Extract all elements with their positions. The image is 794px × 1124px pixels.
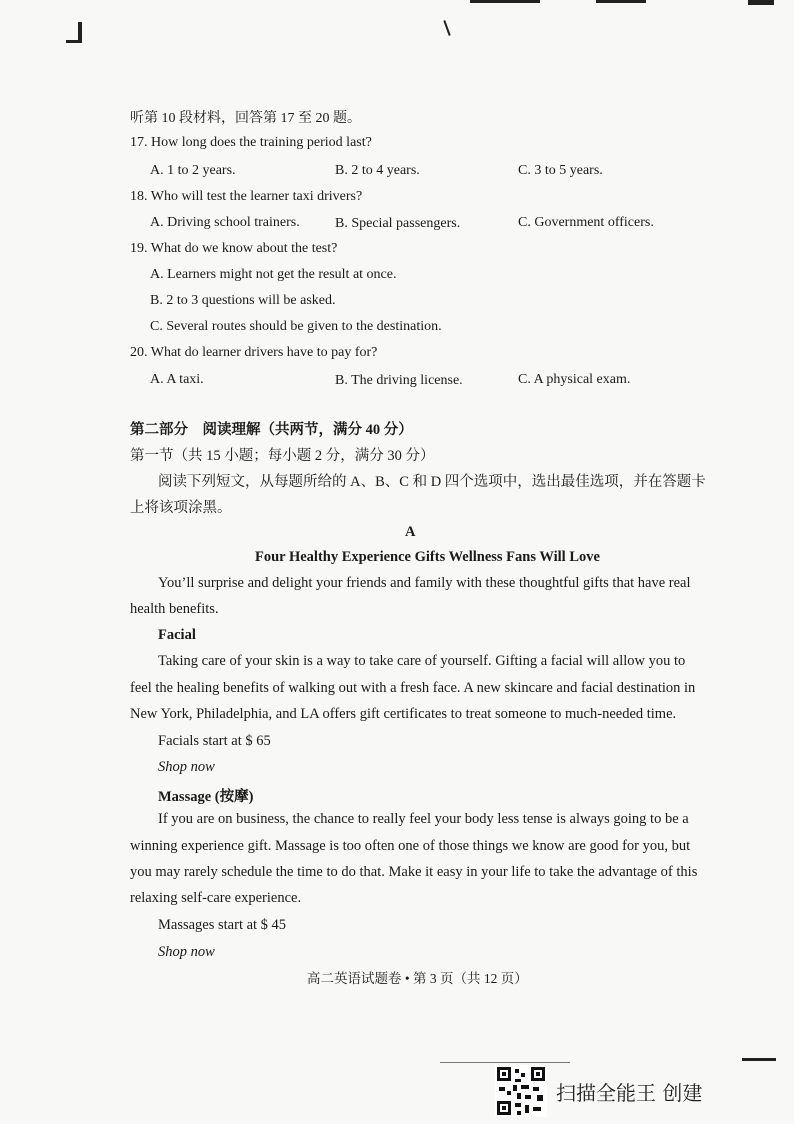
- massage-para-line-3: you may rarely schedule the time to do that. Make it easy in your life to take the advantage of this: [130, 864, 698, 880]
- massage-para-line-4: relaxing self-care experience.: [130, 890, 302, 906]
- instruction-line-2: 上将该项涂黑。: [130, 500, 232, 516]
- q18-option-a: A. Driving school trainers.: [150, 215, 300, 230]
- scan-mark-top: [443, 20, 450, 36]
- q19-option-a: A. Learners might not get the result at once.: [150, 267, 397, 282]
- q17-option-c: C. 3 to 5 years.: [518, 163, 603, 178]
- passage-title: Four Healthy Experience Gifts Wellness Fans Will Love: [255, 549, 600, 565]
- q20-option-b: B. The driving license.: [335, 373, 463, 388]
- scan-mark-bottom-line: [440, 1062, 570, 1063]
- qr-code-icon: [495, 1065, 547, 1117]
- question-18: 18. Who will test the learner taxi drivers?: [130, 189, 363, 204]
- passage-letter: A: [405, 524, 416, 540]
- scan-mark-left-dash: [66, 40, 82, 43]
- section-one-title: 第一节（共 15 小题；每小题 2 分，满分 30 分）: [130, 448, 435, 464]
- massage-price: Massages start at $ 45: [158, 917, 287, 933]
- intro-line-1: You’ll surprise and delight your friends and family with these thoughtful gifts that have real: [158, 575, 691, 591]
- question-20: 20. What do learner drivers have to pay for?: [130, 345, 378, 360]
- q19-option-b: B. 2 to 3 questions will be asked.: [150, 293, 336, 308]
- scan-mark-left: [78, 22, 82, 42]
- instruction-line-1: 阅读下列短文，从每题所给的 A、B、C 和 D 四个选项中，选出最佳选项，并在答题卡: [158, 474, 706, 490]
- scan-mark-top-right: [470, 0, 540, 3]
- massage-para-line-1: If you are on business, the chance to really feel your body less tense is always going to be a: [158, 811, 689, 827]
- q17-option-a: A. 1 to 2 years.: [150, 163, 236, 178]
- listening-intro: 听第 10 段材料，回答第 17 至 20 题。: [130, 111, 361, 126]
- facial-para-line-2: feel the healing benefits of walking out with a fresh face. A new skincare and facial destination in: [130, 680, 696, 696]
- facial-para-line-1: Taking care of your skin is a way to take care of yourself. Gifting a facial will allow you to: [158, 653, 686, 669]
- part-two-title: 第二部分 阅读理解（共两节，满分 40 分）: [130, 422, 413, 438]
- massage-heading: Massage (按摩): [158, 789, 254, 805]
- facial-heading: Facial: [158, 627, 196, 643]
- question-17: 17. How long does the training period last?: [130, 135, 372, 150]
- q18-option-c: C. Government officers.: [518, 215, 654, 230]
- page-footer: 高二英语试题卷 • 第 3 页（共 12 页）: [307, 971, 528, 986]
- q19-option-c: C. Several routes should be given to the destination.: [150, 319, 442, 334]
- q20-option-a: A. A taxi.: [150, 372, 204, 387]
- scan-mark-bottom-right: [742, 1058, 776, 1061]
- scan-mark-top-right2: [596, 0, 646, 3]
- scan-mark-corner: [748, 0, 774, 5]
- massage-shop-link: Shop now: [158, 944, 215, 960]
- facial-shop-link: Shop now: [158, 759, 215, 775]
- q17-option-b: B. 2 to 4 years.: [335, 163, 420, 178]
- question-19: 19. What do we know about the test?: [130, 241, 338, 256]
- facial-para-line-3: New York, Philadelphia, and LA offers gift certificates to treat someone to much-needed time.: [130, 706, 677, 722]
- massage-para-line-2: winning experience gift. Massage is too often one of those things we know are good for you, but: [130, 838, 691, 854]
- q18-option-b: B. Special passengers.: [335, 216, 461, 231]
- intro-line-2: health benefits.: [130, 601, 219, 617]
- q20-option-c: C. A physical exam.: [518, 372, 631, 387]
- facial-price: Facials start at $ 65: [158, 733, 271, 749]
- scanner-watermark-text: 扫描全能王 创建: [556, 1081, 703, 1105]
